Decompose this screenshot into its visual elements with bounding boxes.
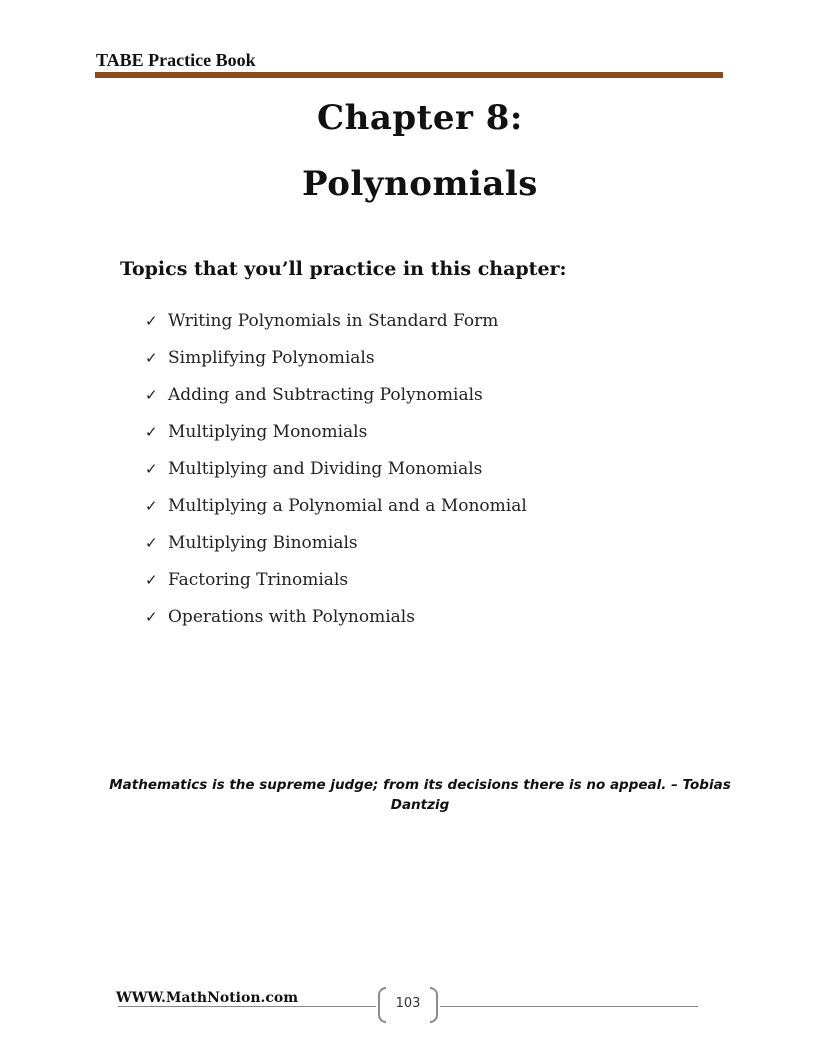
list-item [145, 450, 527, 487]
page-number-bracket-right [430, 987, 438, 1023]
checkmark-icon: ✓ [145, 607, 158, 626]
checkmark-icon: ✓ [145, 533, 158, 552]
topic-list [145, 302, 527, 635]
topic-label: Multiplying Binomials [168, 532, 358, 553]
list-item [145, 302, 527, 339]
topic-label: Simplifying Polynomials [168, 347, 375, 368]
checkmark-icon: ✓ [145, 496, 158, 515]
page-number: 103 [395, 996, 421, 1011]
chapter-title: Polynomials [302, 164, 538, 204]
topic-label: Multiplying a Polynomial and a Monomial [168, 495, 527, 516]
chapter-number: Chapter 8: [317, 98, 523, 138]
topic-label: Factoring Trinomials [168, 569, 349, 590]
running-header-title: TABE Practice Book [96, 50, 256, 70]
list-item [145, 376, 527, 413]
footer-website: WWW.MathNotion.com [116, 990, 299, 1006]
checkmark-icon: ✓ [145, 459, 158, 478]
topic-label: Multiplying Monomials [168, 421, 368, 442]
header-rule [95, 72, 723, 78]
chapter-quote: Mathematics is the supreme judge; from its decisions there is no appeal. – Tobias Dantzig [109, 777, 731, 813]
topic-label: Multiplying and Dividing Monomials [168, 458, 483, 479]
list-item [145, 524, 527, 561]
list-item [145, 339, 527, 376]
topic-label: Adding and Subtracting Polynomials [168, 384, 483, 405]
list-item [145, 561, 527, 598]
checkmark-icon: ✓ [145, 311, 158, 330]
footer-rule-left [118, 1006, 376, 1007]
checkmark-icon: ✓ [145, 422, 158, 441]
list-item [145, 487, 527, 524]
page-number-bracket-left [378, 987, 386, 1023]
topic-label: Operations with Polynomials [168, 606, 415, 627]
list-item [145, 598, 527, 635]
checkmark-icon: ✓ [145, 348, 158, 367]
checkmark-icon: ✓ [145, 385, 158, 404]
footer-rule-right [440, 1006, 698, 1007]
checkmark-icon: ✓ [145, 570, 158, 589]
topic-label: Writing Polynomials in Standard Form [168, 310, 499, 331]
topics-heading: Topics that you’ll practice in this chapter: [120, 258, 567, 280]
list-item [145, 413, 527, 450]
